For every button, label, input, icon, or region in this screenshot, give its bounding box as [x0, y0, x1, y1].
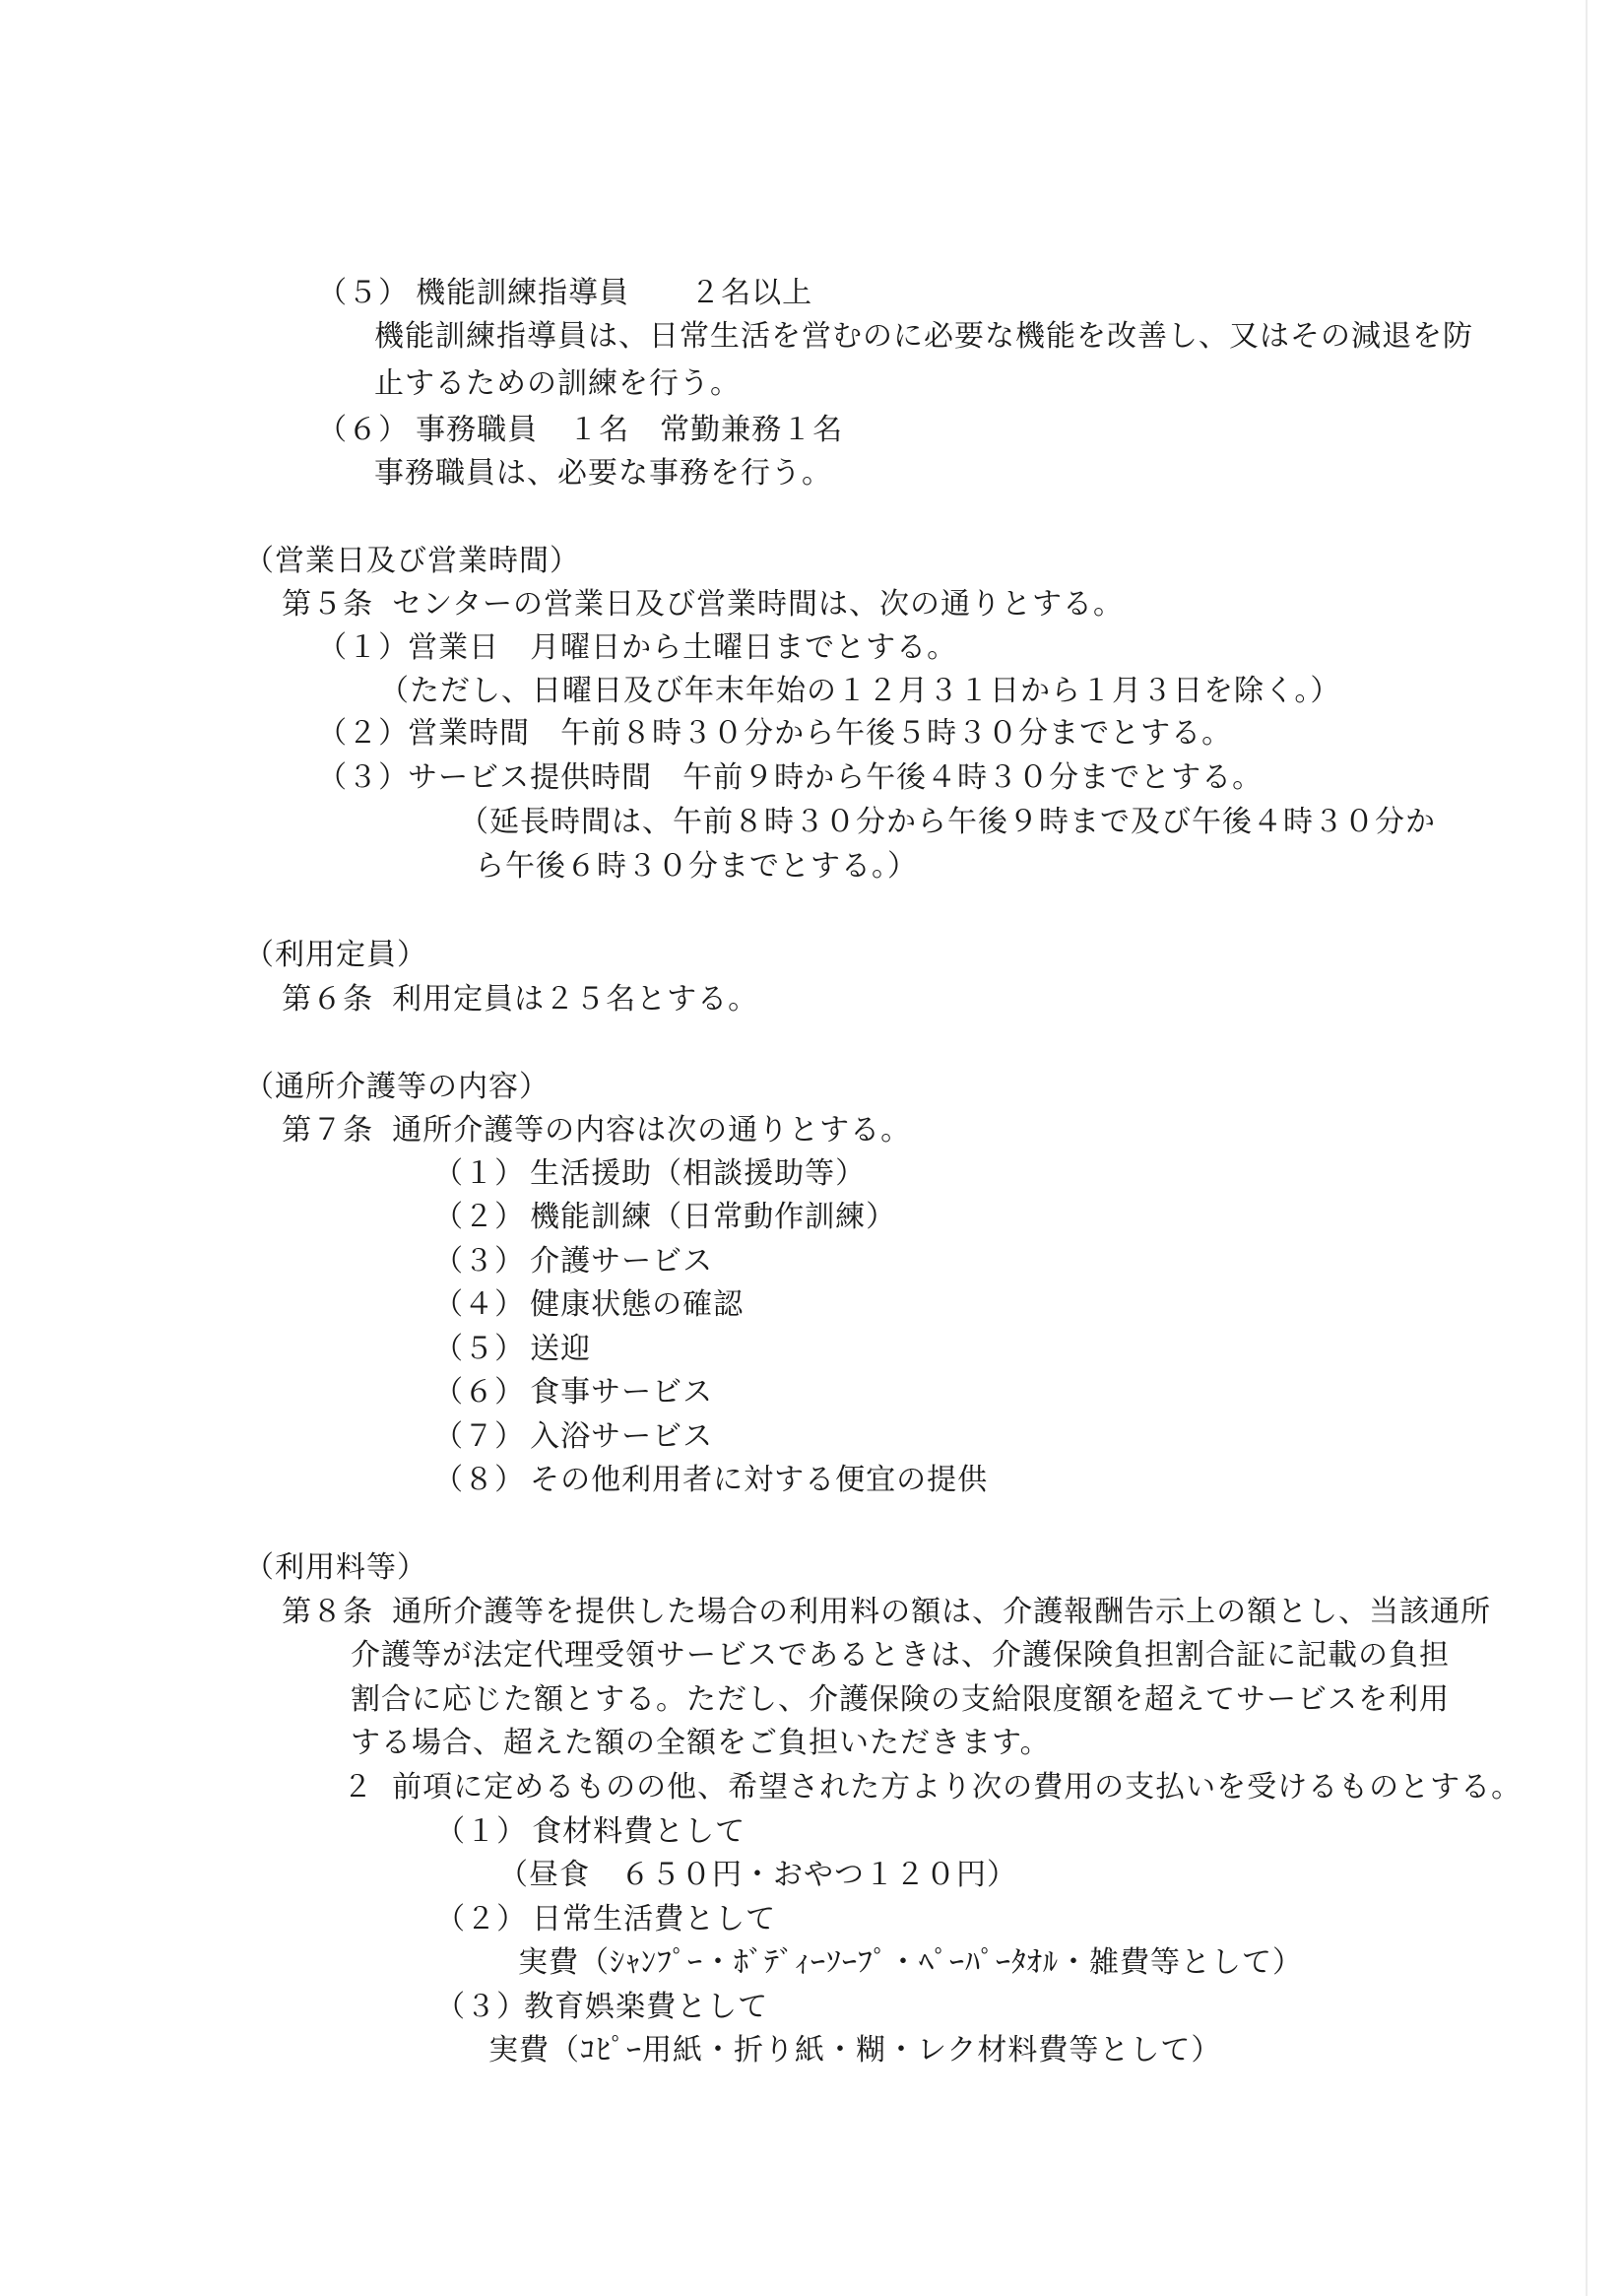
item-5-desc-line1: 機能訓練指導員は、日常生活を営むのに必要な機能を改善し、又はその減退を防 — [374, 319, 1473, 354]
article-7-item-8-number: （８） — [433, 1463, 526, 1497]
article-7-item-3-number: （３） — [433, 1244, 526, 1279]
scan-edge-shadow — [1586, 0, 1588, 2296]
article-7-item-7-text: 入浴サービス — [530, 1419, 714, 1454]
article-5-item-2-text: 営業時間 午前８時３０分から午後５時３０分までとする。 — [408, 716, 1233, 751]
fee-item-3-number: （３） — [435, 1990, 528, 2024]
article-7-item-8 — [392, 1421, 988, 1540]
fee-item-1-detail: （昼食 ６５０円・おやつ１２０円） — [498, 1858, 1017, 1892]
article-8-line-4: する場合、超えた額の全額をご負担いただきます。 — [351, 1726, 1051, 1760]
article-8-heading: （利用料等） — [244, 1550, 427, 1585]
article-5-item-1-text: 営業日 月曜日から土曜日までとする。 — [408, 630, 958, 665]
article-7-item-4-number: （４） — [433, 1287, 526, 1322]
article-7-item-3-text: 介護サービス — [530, 1244, 714, 1279]
fee-item-2-label: 日常生活費として — [532, 1902, 777, 1936]
article-6-body — [240, 941, 758, 1059]
article-5-text: センターの営業日及び営業時間は、次の通りとする。 — [392, 587, 1124, 622]
article-8-label: 第８条 — [282, 1595, 374, 1629]
article-5-item-2-number: （２） — [317, 716, 410, 751]
article-7-item-8-text: その他利用者に対する便宜の提供 — [530, 1463, 989, 1497]
article-7-item-4-text: 健康状態の確認 — [530, 1287, 745, 1322]
fee-item-1-label: 食材料費として — [532, 1814, 746, 1849]
item-5-desc-line2: 止するための訓練を行う。 — [374, 366, 741, 401]
article-5-heading: （営業日及び営業時間） — [244, 544, 580, 578]
article-7-item-6-text: 食事サービス — [530, 1375, 714, 1410]
fee-item-3-label: 教育娯楽費として — [524, 1990, 769, 2024]
article-8-line-2: 介護等が法定代理受領サービスであるときは、介護保険負担割合証に記載の負担 — [351, 1638, 1450, 1673]
item-6-number: （６） — [317, 413, 410, 447]
article-5-note-1: （ただし、日曜日及び年末年始の１２月３１日から１月３日を除く。） — [379, 674, 1341, 708]
item-5-title: 機能訓練指導員 ２名以上 — [416, 276, 813, 310]
article-7-text: 通所介護等の内容は次の通りとする。 — [392, 1113, 912, 1148]
article-6-heading: （利用定員） — [244, 938, 427, 972]
article-7-item-1-text: 生活援助（相談援助等） — [530, 1156, 867, 1191]
article-7-item-5-text: 送迎 — [530, 1332, 592, 1366]
article-8-line-1: 通所介護等を提供した場合の利用料の額は、介護報酬告示上の額とし、当該通所 — [392, 1595, 1492, 1629]
article-7-label: 第７条 — [282, 1113, 374, 1148]
article-5-label: 第５条 — [282, 587, 374, 622]
article-8-paragraph-2-text: 前項に定めるものの他、希望された方より次の費用の支払いを受けるものとする。 — [392, 1770, 1523, 1804]
article-7-item-5-number: （５） — [433, 1332, 526, 1366]
article-5-item-3-text: サービス提供時間 午前９時から午後４時３０分までとする。 — [408, 760, 1264, 795]
article-8-line-3: 割合に応じた額とする。ただし、介護保険の支給限度額を超えてサービスを利用 — [351, 1682, 1450, 1717]
article-5-item-3-number: （３） — [317, 760, 410, 795]
fee-item-3-detail: 実費（ｺﾋﾟｰ用紙・折り紙・糊・レク材料費等として） — [488, 2033, 1222, 2067]
article-7-item-6-number: （６） — [433, 1375, 526, 1410]
article-7-item-2-text: 機能訓練（日常動作訓練） — [530, 1200, 897, 1234]
article-7-item-7-number: （７） — [433, 1419, 526, 1454]
article-8-paragraph-2-number: ２ — [343, 1770, 374, 1804]
item-6-desc: 事務職員は、必要な事務を行う。 — [374, 456, 832, 491]
item-6-title: 事務職員 １名 常勤兼務１名 — [416, 413, 844, 447]
article-5-note-3-line1: （延長時間は、午前８時３０分から午後９時まで及び午後４時３０分か — [459, 805, 1436, 839]
fee-item-1-number: （１） — [435, 1814, 528, 1849]
item-5-number: （５） — [317, 276, 410, 310]
article-6-label: 第６条 — [282, 982, 374, 1017]
article-6-text: 利用定員は２５名とする。 — [392, 982, 759, 1017]
article-7-item-1-number: （１） — [433, 1156, 526, 1191]
article-5-note-3-line2: ら午後６時３０分までとする。） — [475, 849, 918, 884]
fee-item-2-detail: 実費（ｼｬﾝﾌﾟｰ・ﾎﾞﾃﾞｨｰｿｰﾌﾟ・ﾍﾟｰﾊﾟｰﾀｵﾙ・雑費等として） — [518, 1945, 1303, 1980]
fee-item-2-number: （２） — [435, 1902, 528, 1936]
article-5-item-1-number: （１） — [317, 630, 410, 665]
article-7-heading: （通所介護等の内容） — [244, 1070, 550, 1104]
article-7-item-2-number: （２） — [433, 1200, 526, 1234]
